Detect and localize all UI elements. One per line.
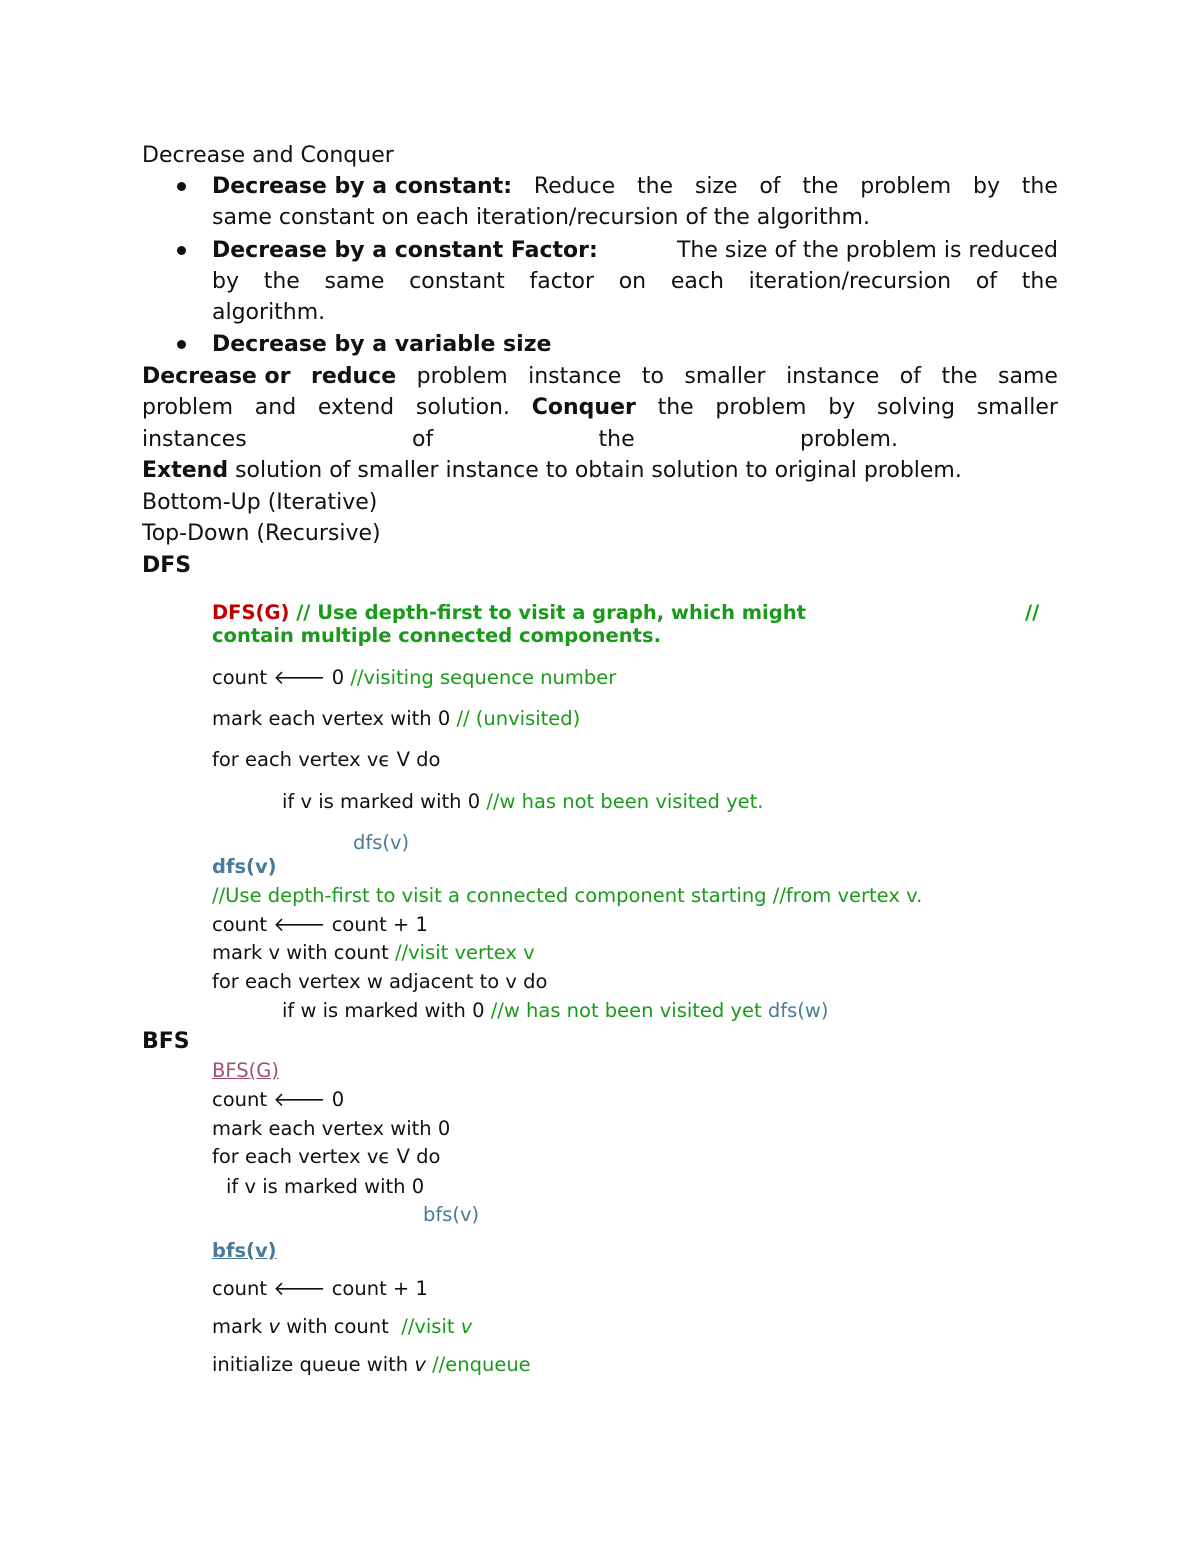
bullet-2-line-3: algorithm. <box>212 300 326 325</box>
word: the <box>636 174 674 199</box>
word: the <box>657 395 694 420</box>
word: instance <box>528 364 622 389</box>
bfsv-signature-link[interactable]: bfs(v) <box>212 1239 277 1262</box>
code-line: for each vertex vϵ V do <box>212 1145 441 1168</box>
bullet-dot <box>177 340 186 349</box>
word: of <box>975 269 998 294</box>
word: factor <box>529 269 594 294</box>
code-line: for each vertex vϵ V do <box>212 748 441 771</box>
word: instance <box>786 364 880 389</box>
code-comment: //w has not been visited yet. <box>486 790 764 813</box>
word: of <box>411 427 434 452</box>
code-text: mark each vertex with 0 <box>212 707 457 730</box>
code-text: count <box>212 913 268 936</box>
code-text: with count <box>280 1315 402 1338</box>
code-text: mark <box>212 1315 269 1338</box>
word: Extend <box>142 458 229 483</box>
word: solving <box>876 395 955 420</box>
code-line <box>212 1315 472 1339</box>
word: problem <box>860 174 952 199</box>
code-line: for each vertex w adjacent to v do <box>212 970 548 993</box>
word: constant <box>409 269 505 294</box>
para-line-3 <box>142 427 898 453</box>
code-comment: // (unvisited) <box>456 707 581 730</box>
arrow-left-icon: 🡐 <box>273 1088 326 1111</box>
code-comment: //Use depth-first to visit a connected component starting //from vertex v. <box>212 884 923 907</box>
code-comment: // Use depth-first to visit a graph, which might <box>296 601 806 624</box>
code-var: v <box>414 1353 426 1376</box>
word: the <box>1021 269 1058 294</box>
code-text: 0 <box>325 1088 345 1111</box>
code-text: 0 <box>325 666 351 689</box>
dfs-signature-line <box>212 601 806 625</box>
word: same <box>324 269 385 294</box>
word: size <box>694 174 738 199</box>
code-text: mark v with count <box>212 941 395 964</box>
bullet-2-text: The size of the problem is reduced <box>676 238 1058 263</box>
word: problem <box>416 364 508 389</box>
code-comment: // <box>1025 601 1040 624</box>
word: iteration/recursion <box>748 269 952 294</box>
code-line <box>212 1277 428 1301</box>
word: instances <box>142 427 247 452</box>
bullet-dot <box>177 182 186 191</box>
word: each <box>670 269 724 294</box>
para-line-4 <box>142 458 962 484</box>
code-line <box>212 707 580 731</box>
word: of <box>759 174 781 199</box>
code-comment: //visit vertex v <box>394 941 535 964</box>
word: reduce <box>310 364 397 389</box>
code-line <box>282 790 763 814</box>
code-text: initialize queue with <box>212 1353 415 1376</box>
code-comment: //enqueue <box>425 1353 531 1376</box>
word: by <box>973 174 1000 199</box>
dfsv-signature: dfs(v) <box>212 855 277 878</box>
code-call: bfs(v) <box>423 1203 480 1226</box>
code-var: v <box>268 1315 280 1338</box>
code-var: v <box>460 1315 473 1338</box>
arrow-left-icon: 🡐 <box>273 666 326 689</box>
bottom-up-label: Bottom-Up (Iterative) <box>142 490 378 515</box>
word: same <box>998 364 1058 389</box>
word: the <box>598 427 635 452</box>
code-line: mark each vertex with 0 <box>212 1117 451 1140</box>
code-call: dfs(v) <box>353 831 410 854</box>
code-text: if w is marked with 0 <box>282 999 491 1022</box>
code-line <box>212 666 616 690</box>
word: Conquer <box>531 395 636 420</box>
word: the <box>802 174 839 199</box>
arrow-left-icon: 🡐 <box>273 913 326 936</box>
word: problem. <box>799 427 898 452</box>
word: by <box>212 269 239 294</box>
code-line <box>282 999 828 1023</box>
code-text: count + 1 <box>325 1277 428 1300</box>
word: the <box>941 364 978 389</box>
code-comment: //w has not been visited yet <box>490 999 768 1022</box>
para-text: solution of smaller instance to obtain solution to original problem. <box>235 458 962 483</box>
bullet-1-line-1 <box>212 174 1058 200</box>
code-text: count <box>212 1088 268 1111</box>
code-line <box>212 913 428 937</box>
word: to <box>641 364 664 389</box>
word: the <box>1021 174 1058 199</box>
arrow-left-icon: 🡐 <box>273 1277 326 1300</box>
bullet-1-term: Decrease by a constant: <box>212 174 513 199</box>
code-text: if v is marked with 0 <box>282 790 487 813</box>
word: Reduce <box>533 174 616 199</box>
code-line: if v is marked with 0 <box>226 1175 425 1198</box>
code-text: count + 1 <box>325 913 428 936</box>
bullet-2-term: Decrease by a constant Factor: <box>212 238 598 263</box>
word: of <box>899 364 921 389</box>
word: Decrease or <box>142 364 291 389</box>
para-line-2 <box>142 395 1058 421</box>
bullet-3-term: Decrease by a variable size <box>212 332 552 357</box>
top-down-label: Top-Down (Recursive) <box>142 521 381 546</box>
code-call: dfs(w) <box>767 999 829 1022</box>
code-text: count <box>212 666 268 689</box>
code-comment: //visit <box>401 1315 461 1338</box>
code-comment: //visiting sequence number <box>350 666 617 689</box>
word: extend <box>317 395 395 420</box>
dfs-signature: DFS(G) <box>212 601 290 624</box>
para-line-1 <box>142 364 1058 390</box>
code-line <box>212 1353 531 1377</box>
bfs-signature-link[interactable]: BFS(G) <box>212 1059 279 1082</box>
word: smaller <box>684 364 766 389</box>
word: by <box>828 395 856 420</box>
word: the <box>263 269 300 294</box>
code-line <box>212 1088 344 1112</box>
bullet-2-line-1 <box>212 238 1058 264</box>
word: problem <box>142 395 234 420</box>
word: and <box>254 395 297 420</box>
bullet-dot <box>177 246 186 255</box>
bullet-1-line-2: same constant on each iteration/recursion of the algorithm. <box>212 205 870 230</box>
page-title: Decrease and Conquer <box>142 143 394 168</box>
bfs-heading: BFS <box>142 1029 190 1054</box>
word: problem <box>715 395 807 420</box>
word: solution. <box>415 395 510 420</box>
word: on <box>618 269 647 294</box>
code-line <box>212 941 535 965</box>
code-comment: contain multiple connected components. <box>212 624 661 647</box>
bullet-2-line-2 <box>212 269 1058 295</box>
dfs-heading: DFS <box>142 553 192 578</box>
code-text: count <box>212 1277 268 1300</box>
word: smaller <box>976 395 1058 420</box>
